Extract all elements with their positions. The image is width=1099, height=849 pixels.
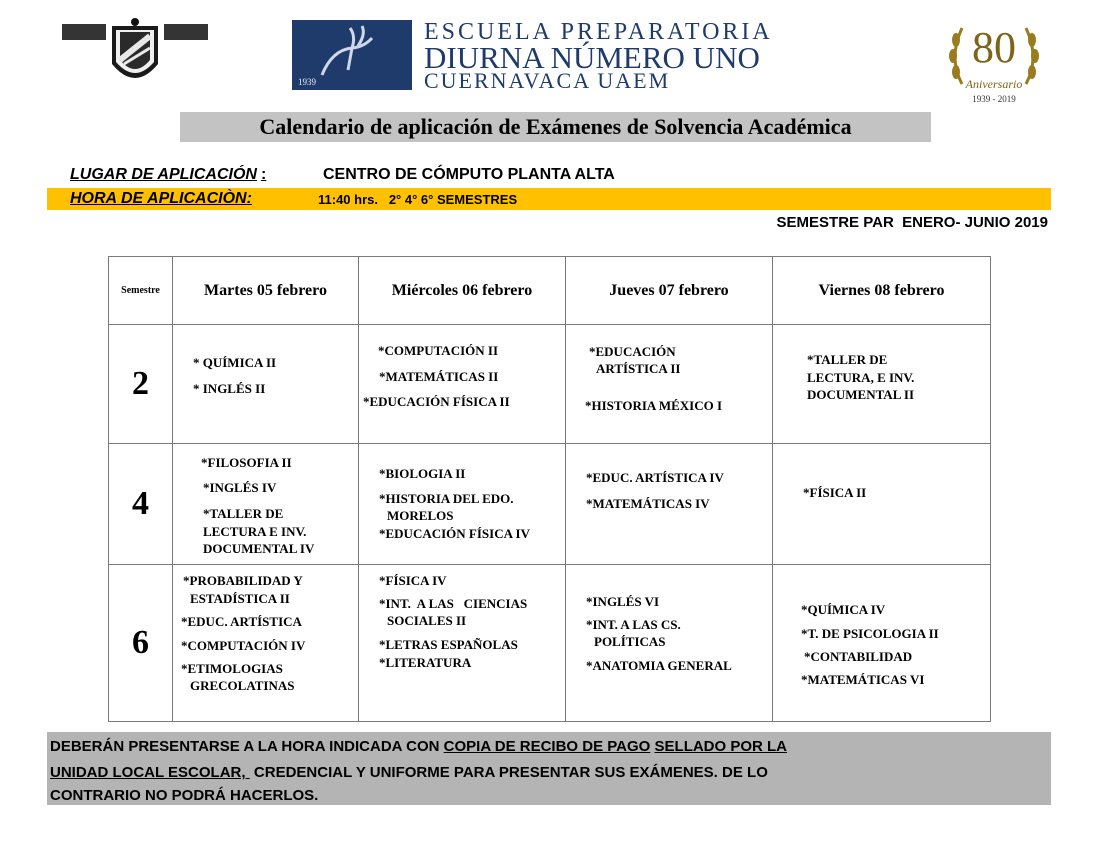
exam-item: POLÍTICAS [594,634,666,649]
exam-item: *EDUCACIÓN FÍSICA II [363,394,510,409]
cell-viernes [773,325,991,444]
exam-item: *MATEMÁTICAS VI [801,672,925,687]
semestre-number: 2 [109,325,173,444]
semestre-period: SEMESTRE PAR ENERO- JUNIO 2019 [776,214,1048,231]
cell-martes [173,565,359,722]
footer-text: CREDENCIAL Y UNIFORME PARA PRESENTAR SUS EXÁMENES. DE LO [249,764,768,781]
hora-value: 11:40 hrs. 2° 4° 6° SEMESTRES [318,192,518,207]
hora-label-text: HORA DE APLICACIÒN [70,190,247,207]
exam-item: *TALLER DE [203,506,284,521]
footer-line-2 [50,764,768,781]
cell-viernes [773,565,991,722]
exam-item: *PROBABILIDAD Y [183,573,303,588]
cell-jueves [566,444,773,565]
header-miercoles: Miércoles 06 febrero [359,257,566,325]
exam-item: SOCIALES II [387,613,467,628]
exam-item: *EDUCACIÓN [589,344,676,359]
header-jueves: Jueves 07 febrero [566,257,773,325]
banner-line-2: DIURNA NÚMERO UNO [424,40,760,75]
header-semestre: Semestre [109,257,173,325]
table-row [109,325,991,444]
exam-item: *HISTORIA DEL EDO. [379,491,514,506]
cell-miercoles [359,565,566,722]
exam-item: *FÍSICA IV [379,573,447,588]
crest-logo [60,18,210,98]
banner-line-1: ESCUELA PREPARATORIA [424,19,773,45]
semestre-number: 4 [109,444,173,565]
exam-item: *QUÍMICA IV [801,602,886,617]
lugar-label-text: LUGAR DE APLICACIÓN [70,166,257,183]
semestre-number: 6 [109,565,173,722]
cell-viernes [773,444,991,565]
exam-item: * INGLÉS II [193,381,266,396]
exam-item: *MATEMÁTICAS IV [586,496,710,511]
lugar-value: CENTRO DE CÓMPUTO PLANTA ALTA [323,166,615,183]
exam-item: *INGLÉS VI [586,594,660,609]
exam-item: *MATEMÁTICAS II [379,369,499,384]
schedule-table [108,256,991,722]
exam-item: *T. DE PSICOLOGIA II [801,626,939,641]
exam-item: *INGLÉS IV [203,480,277,495]
footer-line-1 [50,738,787,755]
exam-item: MORELOS [387,508,454,523]
anniv-number: 80 [972,23,1016,72]
lugar-label [70,166,266,184]
footer-text-underlined: COPIA DE RECIBO DE PAGO [443,738,651,755]
exam-item: *FÍSICA II [803,485,867,500]
banner-line-3: CUERNAVACA UAEM [424,68,671,93]
school-banner-logo [292,19,870,93]
exam-item: ARTÍSTICA II [596,361,681,376]
anniv-word: Aniversario [965,77,1023,91]
exam-item: LECTURA, E INV. [807,370,915,385]
exam-item: *EDUCACIÓN FÍSICA IV [379,526,530,541]
hora-label [70,190,252,208]
exam-item: DOCUMENTAL II [807,387,915,402]
cell-martes [173,325,359,444]
exam-item: *INT. A LAS CS. [586,617,681,632]
exam-item: *FILOSOFIA II [201,455,292,470]
table-row [109,444,991,565]
header-martes: Martes 05 febrero [173,257,359,325]
cell-miercoles [359,444,566,565]
exam-item: *HISTORIA MÉXICO I [585,398,723,413]
cell-jueves [566,325,773,444]
deer-emblem-icon [292,20,412,90]
exam-item: *LETRAS ESPAÑOLAS [379,637,518,652]
exam-item: LECTURA E INV. [203,524,307,539]
table-header-row [109,257,991,325]
cell-miercoles [359,325,566,444]
lugar-colon: : [260,166,267,183]
hora-colon: : [246,190,252,207]
footer-text-underlined: SELLADO POR LA [654,738,788,755]
exam-item: * QUÍMICA II [193,355,277,370]
anniv-years: 1939 - 2019 [972,94,1016,104]
exam-item: *EDUC. ARTÍSTICA IV [586,470,724,485]
exam-item: GRECOLATINAS [190,678,295,693]
exam-item: ESTADÍSTICA II [190,591,290,606]
cell-jueves [566,565,773,722]
table-row [109,565,991,722]
exam-item: *INT. A LAS CIENCIAS [379,596,528,611]
exam-item: *CONTABILIDAD [804,649,913,664]
page-title: Calendario de aplicación de Exámenes de Solvencia Académica [259,114,852,139]
exam-item: DOCUMENTAL IV [203,541,315,556]
cell-martes [173,444,359,565]
banner-year: 1939 [298,77,316,87]
anniversary-logo [944,14,1044,106]
exam-item: *COMPUTACIÓN II [378,343,499,358]
footer-line-3: CONTRARIO NO PODRÁ HACERLOS. [50,787,319,804]
exam-item: *BIOLOGIA II [379,466,466,481]
footer-text: DEBERÁN PRESENTARSE A LA HORA INDICADA CON [50,738,444,755]
exam-item: *ANATOMIA GENERAL [586,658,732,673]
exam-item: *ETIMOLOGIAS [181,661,283,676]
footer-text-underlined: UNIDAD LOCAL ESCOLAR, [50,764,250,781]
exam-item: *LITERATURA [379,655,472,670]
exam-item: *TALLER DE [807,352,888,367]
exam-item: *EDUC. ARTÍSTICA [181,614,302,629]
exam-item: *COMPUTACIÓN IV [181,638,306,653]
header-viernes: Viernes 08 febrero [773,257,991,325]
